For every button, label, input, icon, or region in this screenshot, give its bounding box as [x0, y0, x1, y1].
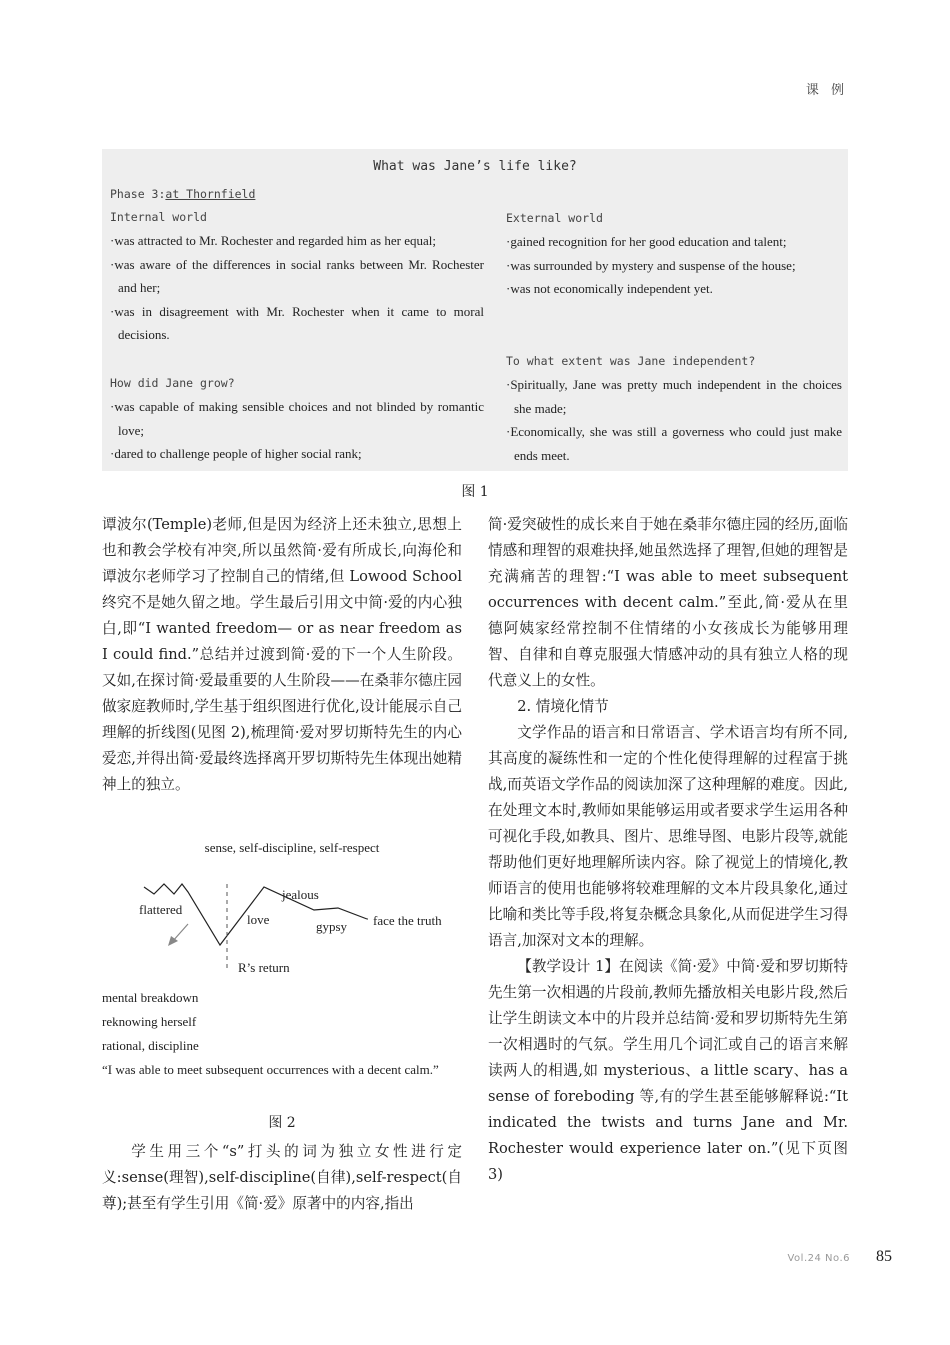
volume-label: Vol.24 No.6	[787, 1253, 850, 1264]
label-love: love	[247, 912, 270, 927]
list-item: ·Spiritually, Jane was pretty much independent in the choices she made;	[506, 377, 842, 416]
list-item: mental breakdown	[102, 990, 199, 1005]
phase-place: at Thornfield	[165, 187, 256, 201]
list-item: “I was able to meet subsequent occurrences with a decent calm.”	[102, 1062, 439, 1077]
paragraph: 谭波尔(Temple)老师,但是因为经济上还未独立,思想上也和教会学校有冲突,所以虽然简·爱有所成长,向海伦和谭波尔老师学习了控制自己的情绪,但 Lowood School 终究不是她久留之地。学生最后引用文中简·爱的内心独白,即“I wanted freedom— or as near freedom as I could find.”总结并过渡到简·爱的下一个人生阶段。又如,在探讨简·爱最重要的人生阶段——在桑菲尔德庄园做家庭教师时,学生基于组织图进行优化,设计能展示自己理解的折线图(见图 2),梳理简·爱对罗切斯特先生的内心爱恋,并得出简·爱最终选择离开罗切斯特先生体现出她精神上的独立。	[102, 516, 462, 793]
figure-2-list	[102, 986, 448, 1082]
figure-2-top-label: sense, self-discipline, self-respect	[204, 840, 380, 855]
internal-world-list	[110, 229, 484, 347]
figure-1-box	[102, 149, 848, 471]
phase-number: Phase 3:	[110, 187, 166, 201]
left-column-paragraph-1	[102, 512, 462, 798]
internal-world-heading: Internal world	[110, 210, 207, 224]
figure-1-title: What was Jane’s life like?	[373, 159, 577, 174]
right-column-text	[488, 512, 848, 1188]
paragraph: 【教学设计 1】在阅读《简·爱》中简·爱和罗切斯特先生第一次相遇的片段前,教师先播放相关电影片段,然后让学生朗读文本中的片段并总结简·爱和罗切斯特先生第一次相遇时的气氛。学生用几个词汇或自己的语言来解读两人的相遇,如 mysterious、a little scary、has a sense of foreboding 等,有的学生甚至能够解释说:“It indicated the twists and turns Jane and Mr. Rochester would experience later on.”(见下页图 3)	[488, 958, 848, 1183]
label-face-the-truth: face the truth	[373, 913, 442, 928]
growth-list	[110, 395, 484, 466]
section-heading: 2. 情境化情节	[517, 698, 609, 715]
label-flattered: flattered	[139, 902, 183, 917]
growth-heading: How did Jane grow?	[110, 376, 235, 390]
list-item: ·was in disagreement with Mr. Rochester when it came to moral decisions.	[110, 303, 484, 342]
list-item: ·was attracted to Mr. Rochester and regarded him as her equal;	[110, 233, 436, 248]
phase-label	[110, 187, 255, 201]
external-world-heading: External world	[506, 211, 603, 225]
external-world-list	[506, 230, 842, 301]
list-item: ·was capable of making sensible choices and not blinded by romantic love;	[110, 399, 484, 438]
list-item: ·Economically, she was still a governess who could just make ends meet.	[506, 424, 842, 463]
list-item: ·was not economically independent yet.	[506, 281, 713, 296]
figure-1-caption: 图 1	[461, 484, 489, 500]
list-item: ·gained recognition for her good education and talent;	[506, 234, 787, 249]
label-gypsy: gypsy	[316, 919, 348, 934]
list-item: rational, discipline	[102, 1038, 199, 1053]
label-return: R’s return	[238, 960, 290, 975]
independence-heading: To what extent was Jane independent?	[506, 354, 756, 368]
paragraph: 学生用三个“s”打头的词为独立女性进行定义:sense(理智),self-discipline(自律),self-respect(自尊);甚至有学生引用《简·爱》原著中的内容,指出	[102, 1143, 462, 1212]
section-label: 课 例	[805, 83, 848, 98]
page-number: 85	[876, 1248, 892, 1265]
figure-2-diagram	[102, 832, 462, 992]
paragraph: 文学作品的语言和日常语言、学术语言均有所不同,其高度的凝练性和一定的个性化使得理解的过程富于挑战,而英语文学作品的阅读加深了这种理解的难度。因此,在处理文本时,教师如果能够运用或者要求学生运用各种可视化手段,如教具、图片、思维导图、电影片段等,就能帮助他们更好地理解所读内容。除了视觉上的情境化,教师语言的使用也能够将较难理解的文本片段具象化,通过比喻和类比等手段,将复杂概念具象化,从而促进学生习得语言,加深对文本的理解。	[488, 724, 848, 949]
list-item: ·was aware of the differences in social ranks between Mr. Rochester and her;	[110, 256, 484, 295]
list-item: reknowing herself	[102, 1014, 197, 1029]
list-item: ·dared to challenge people of higher social rank;	[110, 446, 362, 461]
figure-2-caption: 图 2	[268, 1115, 296, 1131]
paragraph: 简·爱突破性的成长来自于她在桑菲尔德庄园的经历,面临情感和理智的艰难抉择,她虽然选择了理智,但她的理智是充满痛苦的理智:“I was able to meet subsequent occurrences with decent calm.”至此,简·爱从在里德阿姨家经常控制不住情绪的小女孩成长为能够用理智、自律和自尊克服强大情感冲动的具有独立人格的现代意义上的女性。	[488, 516, 848, 689]
list-item: ·was surrounded by mystery and suspense of the house;	[506, 257, 796, 273]
independence-list	[506, 373, 842, 467]
left-column-paragraph-2	[102, 1139, 462, 1217]
label-jealous: jealous	[282, 887, 319, 902]
